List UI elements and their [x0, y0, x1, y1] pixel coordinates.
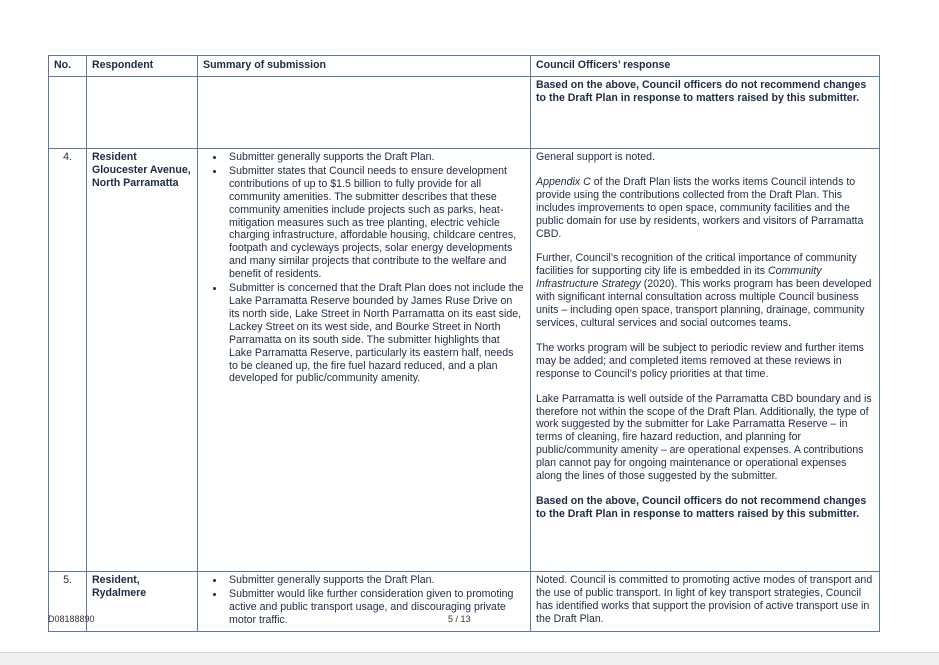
response-paragraph: The works program will be subject to periodic review and further items may be added; and completed items removed at these reviews in response to Council’s policy priorities at that time. [536, 341, 864, 380]
page-number: 5 / 13 [448, 614, 471, 624]
continuation-summary-cell [198, 77, 531, 149]
response-text: of the Draft Plan lists the works items Council intends to provide using the contributions collected from the Draft Plan. This includes improvements to open space, community facilities and the public domain for use by residents, workers and visitors of Parramatta CBD. [536, 175, 864, 240]
list-item: • Submitter is concerned that the Draft Plan does not include the Lake Parramatta Reserve bounded by James Ruse Drive on its north side, Lake Street in North Parramatta on its east side, Lackey Street on its west side, and Bourke Street in North Parramatta on its south side. The submitter highlights that Lake Parramatta Reserve, particularly its eastern half, needs to be cleaned up, the fire fuel hazard reduced, and a plan developed for public/community amenity. [225, 282, 525, 385]
list-item: • Submitter generally supports the Draft Plan. [225, 574, 525, 587]
table-row [49, 149, 880, 572]
row5-respondent: Resident, Rydalmere [87, 572, 198, 632]
header-no: No. [49, 56, 87, 77]
response-conclusion: Based on the above, Council officers do not recommend changes to the Draft Plan in response to matters raised by this submitter. [536, 494, 867, 520]
row4-respondent: Resident Gloucester Avenue, North Parramatta [87, 149, 198, 572]
response-text: Further, Council’s recognition of the critical importance of community facilities for supporting city life is embedded in its [536, 252, 857, 278]
header-response: Council Officers’ response [531, 56, 880, 77]
page-bottom-band [0, 652, 939, 665]
table-header-row [49, 56, 880, 77]
continuation-conclusion: Based on the above, Council officers do not recommend changes to the Draft Plan in response to matters raised by this submitter. [536, 79, 867, 104]
list-item: • Submitter generally supports the Draft Plan. [225, 151, 525, 164]
header-summary: Summary of submission [198, 56, 531, 77]
row5-no: 5. [49, 572, 87, 632]
continuation-response-cell [531, 77, 880, 149]
document-id: D08188890 [48, 614, 95, 624]
strategy-reference: Community Infrastructure Strategy [536, 265, 822, 291]
row4-summary-list [203, 151, 525, 385]
row4-no: 4. [49, 149, 87, 572]
response-text: (2020). This works program has been developed with significant internal consultation across multiple Council business units – including open space, transport planning, drainage, community services, cultural services and social outcomes teams. [536, 278, 872, 329]
response-paragraph [536, 252, 874, 329]
continuation-respondent-cell [87, 77, 198, 149]
row4-response [531, 149, 880, 572]
response-paragraph [536, 176, 874, 241]
row5-response: Noted. Council is committed to promoting active modes of transport and the use of public transport. In light of key transport strategies, Council has identified works that support the provision of active transport use in the Draft Plan. [531, 572, 880, 632]
submissions-table [48, 55, 880, 632]
appendix-reference: Appendix C [536, 175, 591, 188]
row4-summary [198, 149, 531, 572]
response-paragraph: General support is noted. [536, 151, 655, 163]
header-respondent: Respondent [87, 56, 198, 77]
list-item: • Submitter states that Council needs to ensure development contributions of up to $1.5 billion to fully provide for all community amenities. The submitter describes that these community amenities include projects such as parks, heat-mitigation measures such as tree planting, electric vehicle charging infrastructure, affordable housing, childcare centres, footpath and cycleways projects, solar energy developments and many similar projects that contribute to the welfare and benefit of residents. [225, 165, 525, 281]
continuation-no-cell [49, 77, 87, 149]
row5-summary-list [203, 574, 525, 627]
row5-summary [198, 572, 531, 632]
list-item: • Submitter would like further consideration given to promoting active and public transport usage, and discouraging private motor traffic. [225, 588, 525, 627]
response-paragraph: Lake Parramatta is well outside of the Parramatta CBD boundary and is therefore not within the scope of the Draft Plan. Additionally, the type of work suggested by the submitter for Lake Parramatta Reserve – in terms of cleaning, fire hazard reduction, and planning for public/community amenity – are operational expenses. A contributions plan cannot pay for ongoing maintenance or operational expenses along the lines of those suggested by the submitter. [536, 392, 872, 483]
table-row-continuation [49, 77, 880, 149]
